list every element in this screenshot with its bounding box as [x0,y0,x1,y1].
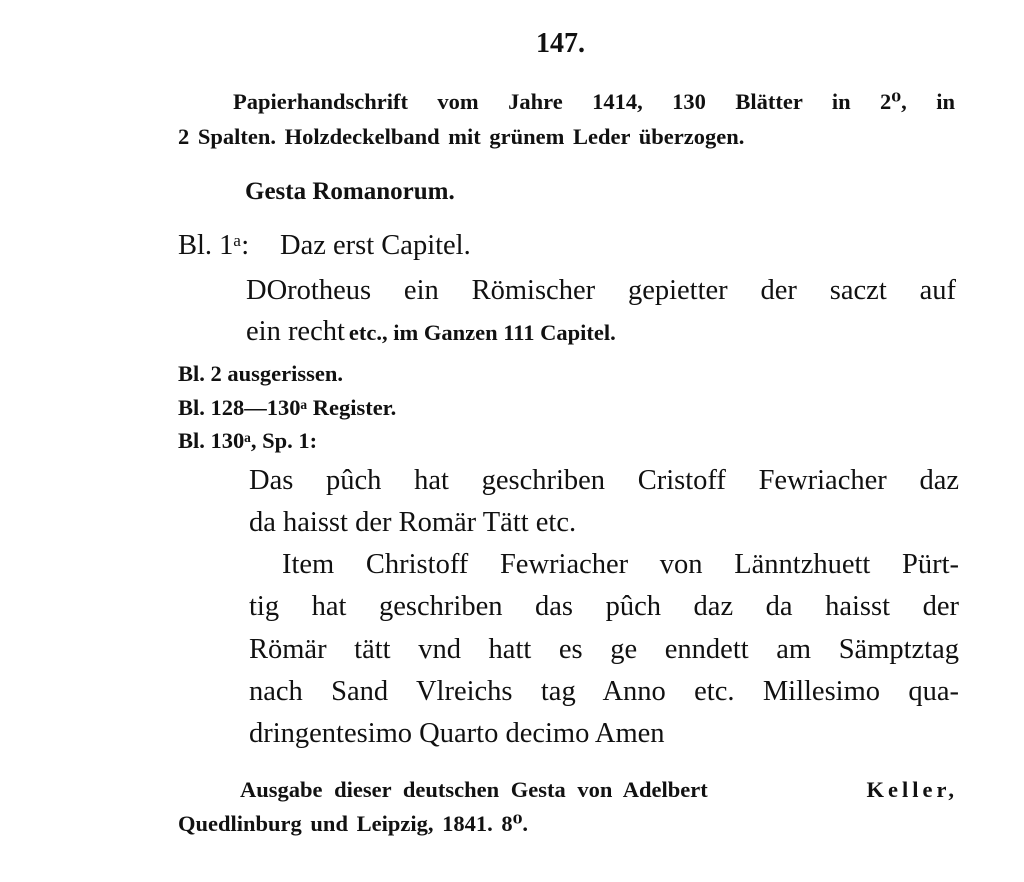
entry-1-text-main: ein recht [246,316,345,347]
edition-line-2: Quedlinburg und Leipzig, 1841. 8⁰. [178,811,529,836]
edition-author: Keller, [866,777,958,802]
entry-3: Bl. 128—130ᵃ Register. [178,395,397,420]
entry-1-text-line-1: DOrotheus ein Römischer gepietter der saczt auf [246,275,956,306]
entry-1-text-line-2 [246,316,616,348]
entry-4-line-1: Das pûch hat geschriben Cristoff Fewriacher daz [249,465,959,496]
entry-4-ref: Bl. 130ᵃ, Sp. 1: [178,428,318,453]
document-title: Gesta Romanorum. [245,178,455,205]
page-number: 147. [536,28,585,59]
description-line-1: Papierhandschrift vom Jahre 1414, 130 Blätter in 2⁰, in [233,89,955,114]
entry-2: Bl. 2 ausgerissen. [178,361,344,386]
entry-4-line-5: Römär tätt vnd hatt es ge enndett am Sämptztag [249,634,959,665]
entry-4-line-6: nach Sand Vlreichs tag Anno etc. Millesimo qua- [249,676,959,707]
entry-4-line-2: da haisst der Romär Tätt etc. [249,507,577,538]
entry-4-line-4: tig hat geschriben das pûch daz da haisst der [249,591,959,622]
entry-4-line-7: dringentesimo Quarto decimo Amen [249,718,665,749]
entry-1-ref: Bl. 1ᵃ: [178,230,250,261]
entry-4-line-3: Item Christoff Fewriacher von Länntzhuett Pürt- [282,549,959,580]
edition-text: Ausgabe dieser deutschen Gesta von Adelbert [240,777,708,802]
entry-1-heading: Daz erst Capitel. [280,230,471,261]
edition-line-1 [240,777,958,803]
description-line-2: 2 Spalten. Holzdeckelband mit grünem Leder überzogen. [178,124,745,149]
entry-1-text-rest: etc., im Ganzen 111 Capitel. [348,320,616,345]
